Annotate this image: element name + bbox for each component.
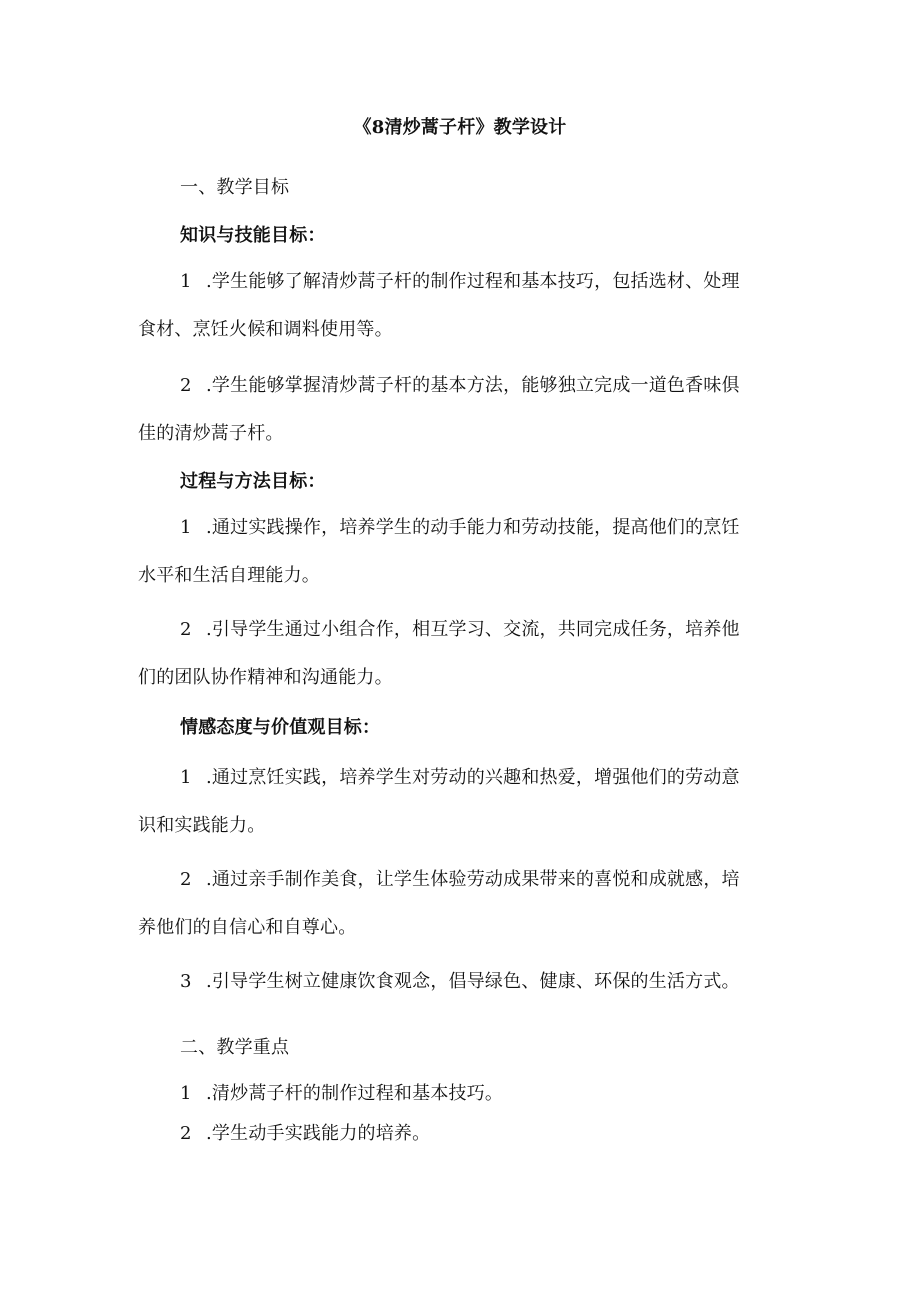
- emotion-item-2-line-2: 养他们的自信心和自尊心。: [138, 917, 357, 938]
- item-text: .学生动手实践能力的培养。: [206, 1123, 431, 1144]
- item-text: .学生能够了解清炒蒿子杆的制作过程和基本技巧，包括选材、处理: [206, 271, 740, 292]
- item-number: 1: [180, 271, 192, 292]
- knowledge-item-1-line-2: 食材、烹饪火候和调料使用等。: [138, 319, 393, 340]
- key-point-item-1: [180, 1082, 503, 1106]
- item-number: 1: [180, 1083, 192, 1104]
- emotion-item-3-line-1: [180, 970, 740, 994]
- item-text: .引导学生通过小组合作，相互学习、交流，共同完成任务，培养他: [206, 619, 740, 640]
- item-number: 1: [180, 767, 192, 788]
- item-number: 3: [180, 971, 192, 992]
- key-point-item-2: [180, 1122, 430, 1146]
- emotion-item-2-line-1: [180, 868, 740, 892]
- item-text: .通过亲手制作美食，让学生体验劳动成果带来的喜悦和成就感，培: [206, 869, 740, 890]
- item-number: 2: [180, 619, 192, 640]
- process-item-2-line-2: 们的团队协作精神和沟通能力。: [138, 667, 393, 688]
- section-heading-key-points: 二、教学重点: [180, 1037, 290, 1058]
- emotion-item-1-line-2: 识和实践能力。: [138, 815, 266, 836]
- emotion-item-1-line-1: [180, 766, 740, 790]
- item-text: .通过烹饪实践，培养学生对劳动的兴趣和热爱，增强他们的劳动意: [206, 767, 740, 788]
- item-text: .引导学生树立健康饮食观念，倡导绿色、健康、环保的生活方式。: [206, 971, 740, 992]
- knowledge-item-2-line-1: [180, 374, 740, 398]
- item-number: 1: [180, 517, 192, 538]
- item-number: 2: [180, 1123, 192, 1144]
- process-item-2-line-1: [180, 618, 740, 642]
- knowledge-item-1-line-1: [180, 270, 740, 294]
- section-heading-objectives: 一、教学目标: [180, 177, 290, 198]
- process-item-1-line-1: [180, 516, 740, 540]
- knowledge-item-2-line-2: 佳的清炒蒿子杆。: [138, 423, 284, 444]
- item-number: 2: [180, 375, 192, 396]
- item-number: 2: [180, 869, 192, 890]
- item-text: .清炒蒿子杆的制作过程和基本技巧。: [206, 1083, 504, 1104]
- subheading-process-methods: 过程与方法目标：: [180, 471, 326, 492]
- document-title: 《8清炒蒿子杆》教学设计: [353, 117, 567, 138]
- process-item-1-line-2: 水平和生活自理能力。: [138, 565, 320, 586]
- subheading-knowledge-skills: 知识与技能目标：: [180, 225, 326, 246]
- subheading-emotion-values: 情感态度与价值观目标：: [180, 717, 381, 738]
- item-text: .学生能够掌握清炒蒿子杆的基本方法，能够独立完成一道色香味俱: [206, 375, 740, 396]
- item-text: .通过实践操作，培养学生的动手能力和劳动技能，提高他们的烹饪: [206, 517, 740, 538]
